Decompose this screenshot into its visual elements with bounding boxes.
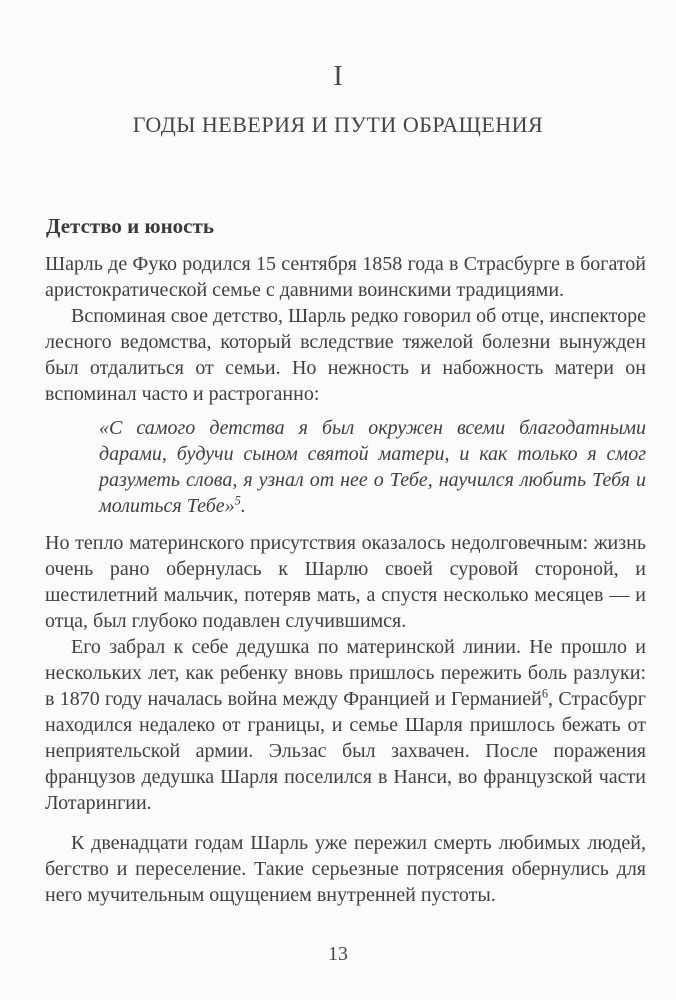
body-paragraph: Шарль де Фуко родился 15 сентября 1858 года в Страсбурге в богатой аристократической семье с давними воинскими традициями. xyxy=(45,253,646,301)
footnote-reference: 5 xyxy=(234,493,241,508)
body-text xyxy=(45,251,646,908)
body-paragraph: К двенадцати годам Шарль уже пережил смерть любимых людей, бегство и переселение. Такие серьезные потрясения обернулись для него мучительным ощущением внутренней пустоты. xyxy=(45,832,646,906)
body-paragraph: Его забрал к себе дедушка по материнской линии. Не прошло и нескольких лет, как ребенку вновь пришлось пережить боль разлуки: в 1870 году началась война между Францией и Германией$^6$, Страсбург находился недалеко от границы, и семье Шарля пришлось бежать от неприятельской армии. Эльзас был захвачен. После поражения французов дедушка Шарля поселился в Нанси, во французской части Лотарингии. xyxy=(45,636,646,814)
body-paragraph: Но тепло материнского присутствия оказалось недолговечным: жизнь очень рано обернулась к Шарлю своей суровой стороной, и шестилетний мальчик, потеряв мать, а спустя несколько месяцев — и отца, был глубоко подавлен случившимся. xyxy=(45,532,646,632)
section-heading: Детство и юность xyxy=(46,214,214,238)
page-number: 13 xyxy=(328,943,348,965)
body-paragraph: Вспоминая свое детство, Шарль редко говорил об отце, инспекторе лесного ведомства, который вследствие тяжелой болезни вынужден был отдалиться от семьи. Но нежность и набожность матери он вспоминал часто и растроганно: xyxy=(45,305,646,405)
chapter-numeral: I xyxy=(333,61,343,92)
footnote-reference: 6 xyxy=(541,686,549,701)
chapter-title: ГОДЫ НЕВЕРИЯ И ПУТИ ОБРАЩЕНИЯ xyxy=(132,112,544,137)
quote-paragraph: «С самого детства я был окружен всеми благодатными дарами, будучи сыном святой матери, и как только я смог разуметь слова, я узнал от нее о Тебе, научился любить Тебя и молиться Тебе»$^5$. xyxy=(99,417,646,517)
